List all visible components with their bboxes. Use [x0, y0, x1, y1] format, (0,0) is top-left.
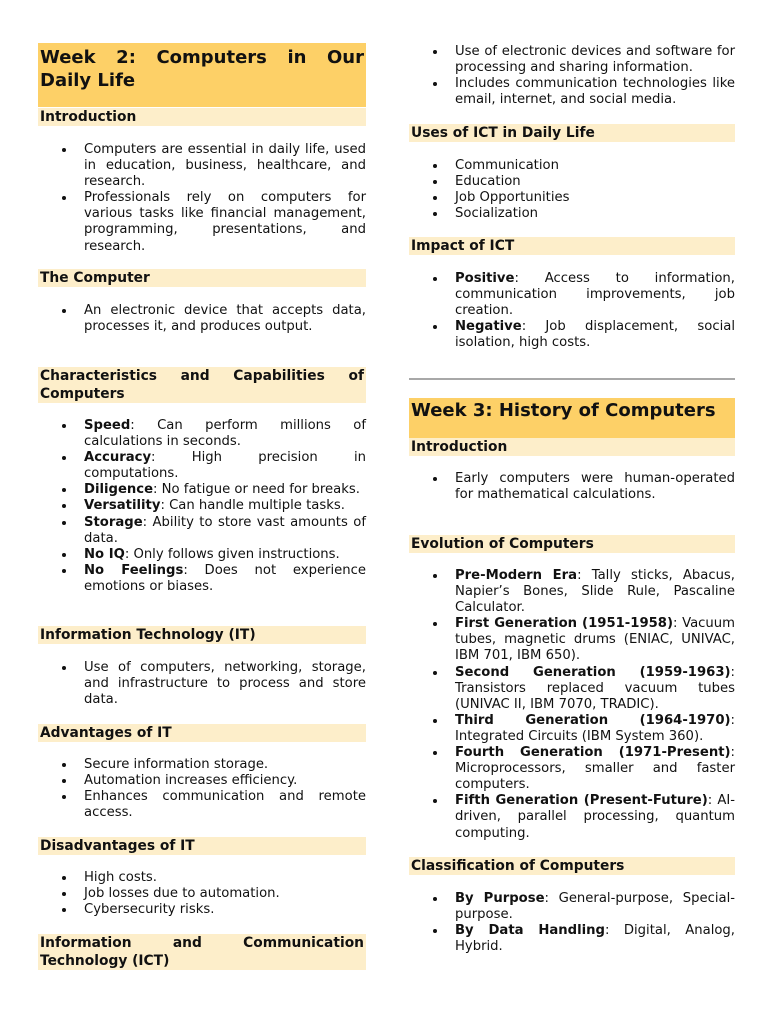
- term: Second Generation (1959-1963): [455, 664, 731, 680]
- evolution-list: [409, 568, 735, 842]
- term: Fifth Generation (Present-Future): [455, 793, 708, 809]
- term: Positive: [455, 271, 515, 286]
- disadvantages-list: [38, 870, 366, 918]
- term: Speed: [84, 418, 131, 433]
- term: Fourth Generation (1971-Present): [455, 745, 731, 761]
- term: First Generation (1951-1958): [455, 616, 673, 632]
- list-item: Secure information storage.: [38, 757, 366, 773]
- list-item: Use of electronic devices and software for processing and sharing information.: [409, 44, 735, 76]
- list-item: Includes communication technologies like email, internet, and social media.: [409, 76, 735, 108]
- list-item: [409, 568, 735, 616]
- list-item: An electronic device that accepts data, processes it, and produces output.: [38, 303, 366, 335]
- impact-of-ict-heading: Impact of ICT: [409, 237, 735, 255]
- term: Third Generation (1964-1970): [455, 712, 731, 728]
- list-item: [38, 547, 366, 563]
- description: : General-purpose, Special-purpose.: [455, 891, 735, 923]
- term: Diligence: [84, 482, 154, 498]
- term: No IQ: [84, 546, 125, 562]
- list-item: [38, 498, 366, 514]
- uses-of-ict-list: [409, 158, 735, 222]
- description: : Microprocessors, smaller and faster computers.: [455, 745, 735, 793]
- description: : Ability to store vast amounts of data.: [84, 514, 366, 546]
- uses-of-ict-heading: Uses of ICT in Daily Life: [409, 124, 735, 142]
- description: : Can handle multiple tasks.: [160, 498, 345, 514]
- list-item: [409, 713, 735, 745]
- term: No Feelings: [84, 562, 184, 578]
- term: Negative: [455, 319, 522, 335]
- advantages-heading: Advantages of IT: [38, 724, 366, 742]
- impact-of-ict-list: [409, 271, 735, 351]
- list-item: Job Opportunities: [409, 190, 735, 206]
- history-introduction-list: [409, 471, 735, 503]
- list-item: [38, 450, 366, 482]
- list-item: Use of computers, networking, storage, and infrastructure to process and store data.: [38, 660, 366, 708]
- term: Storage: [84, 514, 143, 530]
- term: Pre-Modern Era: [455, 568, 578, 583]
- list-item: [409, 271, 735, 319]
- list-item: [38, 418, 366, 450]
- week2-title: Week 2: Computers in Our Daily Life: [38, 43, 366, 107]
- it-heading: Information Technology (IT): [38, 626, 366, 644]
- characteristics-heading: Characteristics and Capabilities of Computers: [40, 368, 364, 402]
- description: : Does not experience emotions or biases.: [84, 562, 366, 594]
- list-item: [409, 319, 735, 351]
- description: : Can perform millions of calculations in seconds.: [84, 418, 366, 450]
- classification-list: [409, 891, 735, 955]
- list-item: [409, 745, 735, 793]
- disadvantages-heading: Disadvantages of IT: [38, 837, 366, 855]
- term: By Data Handling: [455, 923, 605, 939]
- list-item: Communication: [409, 158, 735, 174]
- description: : Digital, Analog, Hybrid.: [455, 923, 735, 955]
- list-item: Enhances communication and remote access.: [38, 789, 366, 821]
- list-item: [409, 616, 735, 664]
- term: Versatility: [84, 498, 161, 514]
- list-item: High costs.: [38, 870, 366, 886]
- description: : Only follows given instructions.: [124, 546, 340, 562]
- list-item: Automation increases efficiency.: [38, 773, 366, 789]
- list-item: [409, 923, 735, 955]
- history-introduction-heading: Introduction: [409, 438, 735, 456]
- list-item: [38, 563, 366, 595]
- description: : High precision in computations.: [84, 450, 366, 482]
- section-divider: [409, 378, 735, 380]
- the-computer-heading: The Computer: [38, 269, 366, 287]
- list-item: [409, 793, 735, 841]
- advantages-list: [38, 757, 366, 821]
- list-item: [409, 891, 735, 923]
- list-item: Job losses due to automation.: [38, 886, 366, 902]
- description: : Tally sticks, Abacus, Napier’s Bones, Slide Rule, Pascaline Calculator.: [455, 568, 735, 616]
- introduction-heading: Introduction: [38, 108, 366, 126]
- description: : Integrated Circuits (IBM System 360).: [455, 712, 735, 744]
- list-item: [409, 665, 735, 713]
- introduction-list: [38, 142, 366, 255]
- list-item: Computers are essential in daily life, used in education, business, healthcare, and research.: [38, 142, 366, 190]
- ict-heading: Information and Communication Technology (ICT): [40, 935, 364, 969]
- the-computer-list: [38, 303, 366, 335]
- ict-list: [409, 44, 735, 108]
- description: : No fatigue or need for breaks.: [153, 482, 360, 498]
- description: : Vacuum tubes, magnetic drums (ENIAC, UNIVAC, IBM 701, IBM 650).: [455, 616, 735, 664]
- it-list: [38, 660, 366, 708]
- term: Accuracy: [84, 450, 152, 466]
- list-item: [38, 515, 366, 547]
- list-item: Early computers were human-operated for mathematical calculations.: [409, 471, 735, 503]
- characteristics-list: [38, 418, 366, 595]
- list-item: Socialization: [409, 206, 735, 222]
- description: : Access to information, communication improvements, job creation.: [455, 271, 735, 319]
- evolution-heading: Evolution of Computers: [409, 535, 735, 553]
- list-item: Education: [409, 174, 735, 190]
- classification-heading: Classification of Computers: [409, 857, 735, 875]
- list-item: Cybersecurity risks.: [38, 902, 366, 918]
- description: : Job displacement, social isolation, high costs.: [455, 319, 735, 351]
- description: : AI-driven, parallel processing, quantum computing.: [455, 793, 735, 841]
- description: : Transistors replaced vacuum tubes (UNIVAC II, IBM 7070, TRADIC).: [455, 664, 735, 712]
- week3-title: Week 3: History of Computers: [409, 398, 735, 438]
- list-item: Professionals rely on computers for various tasks like financial management, programming, presentations, and research.: [38, 190, 366, 254]
- term: By Purpose: [455, 891, 545, 906]
- list-item: [38, 482, 366, 498]
